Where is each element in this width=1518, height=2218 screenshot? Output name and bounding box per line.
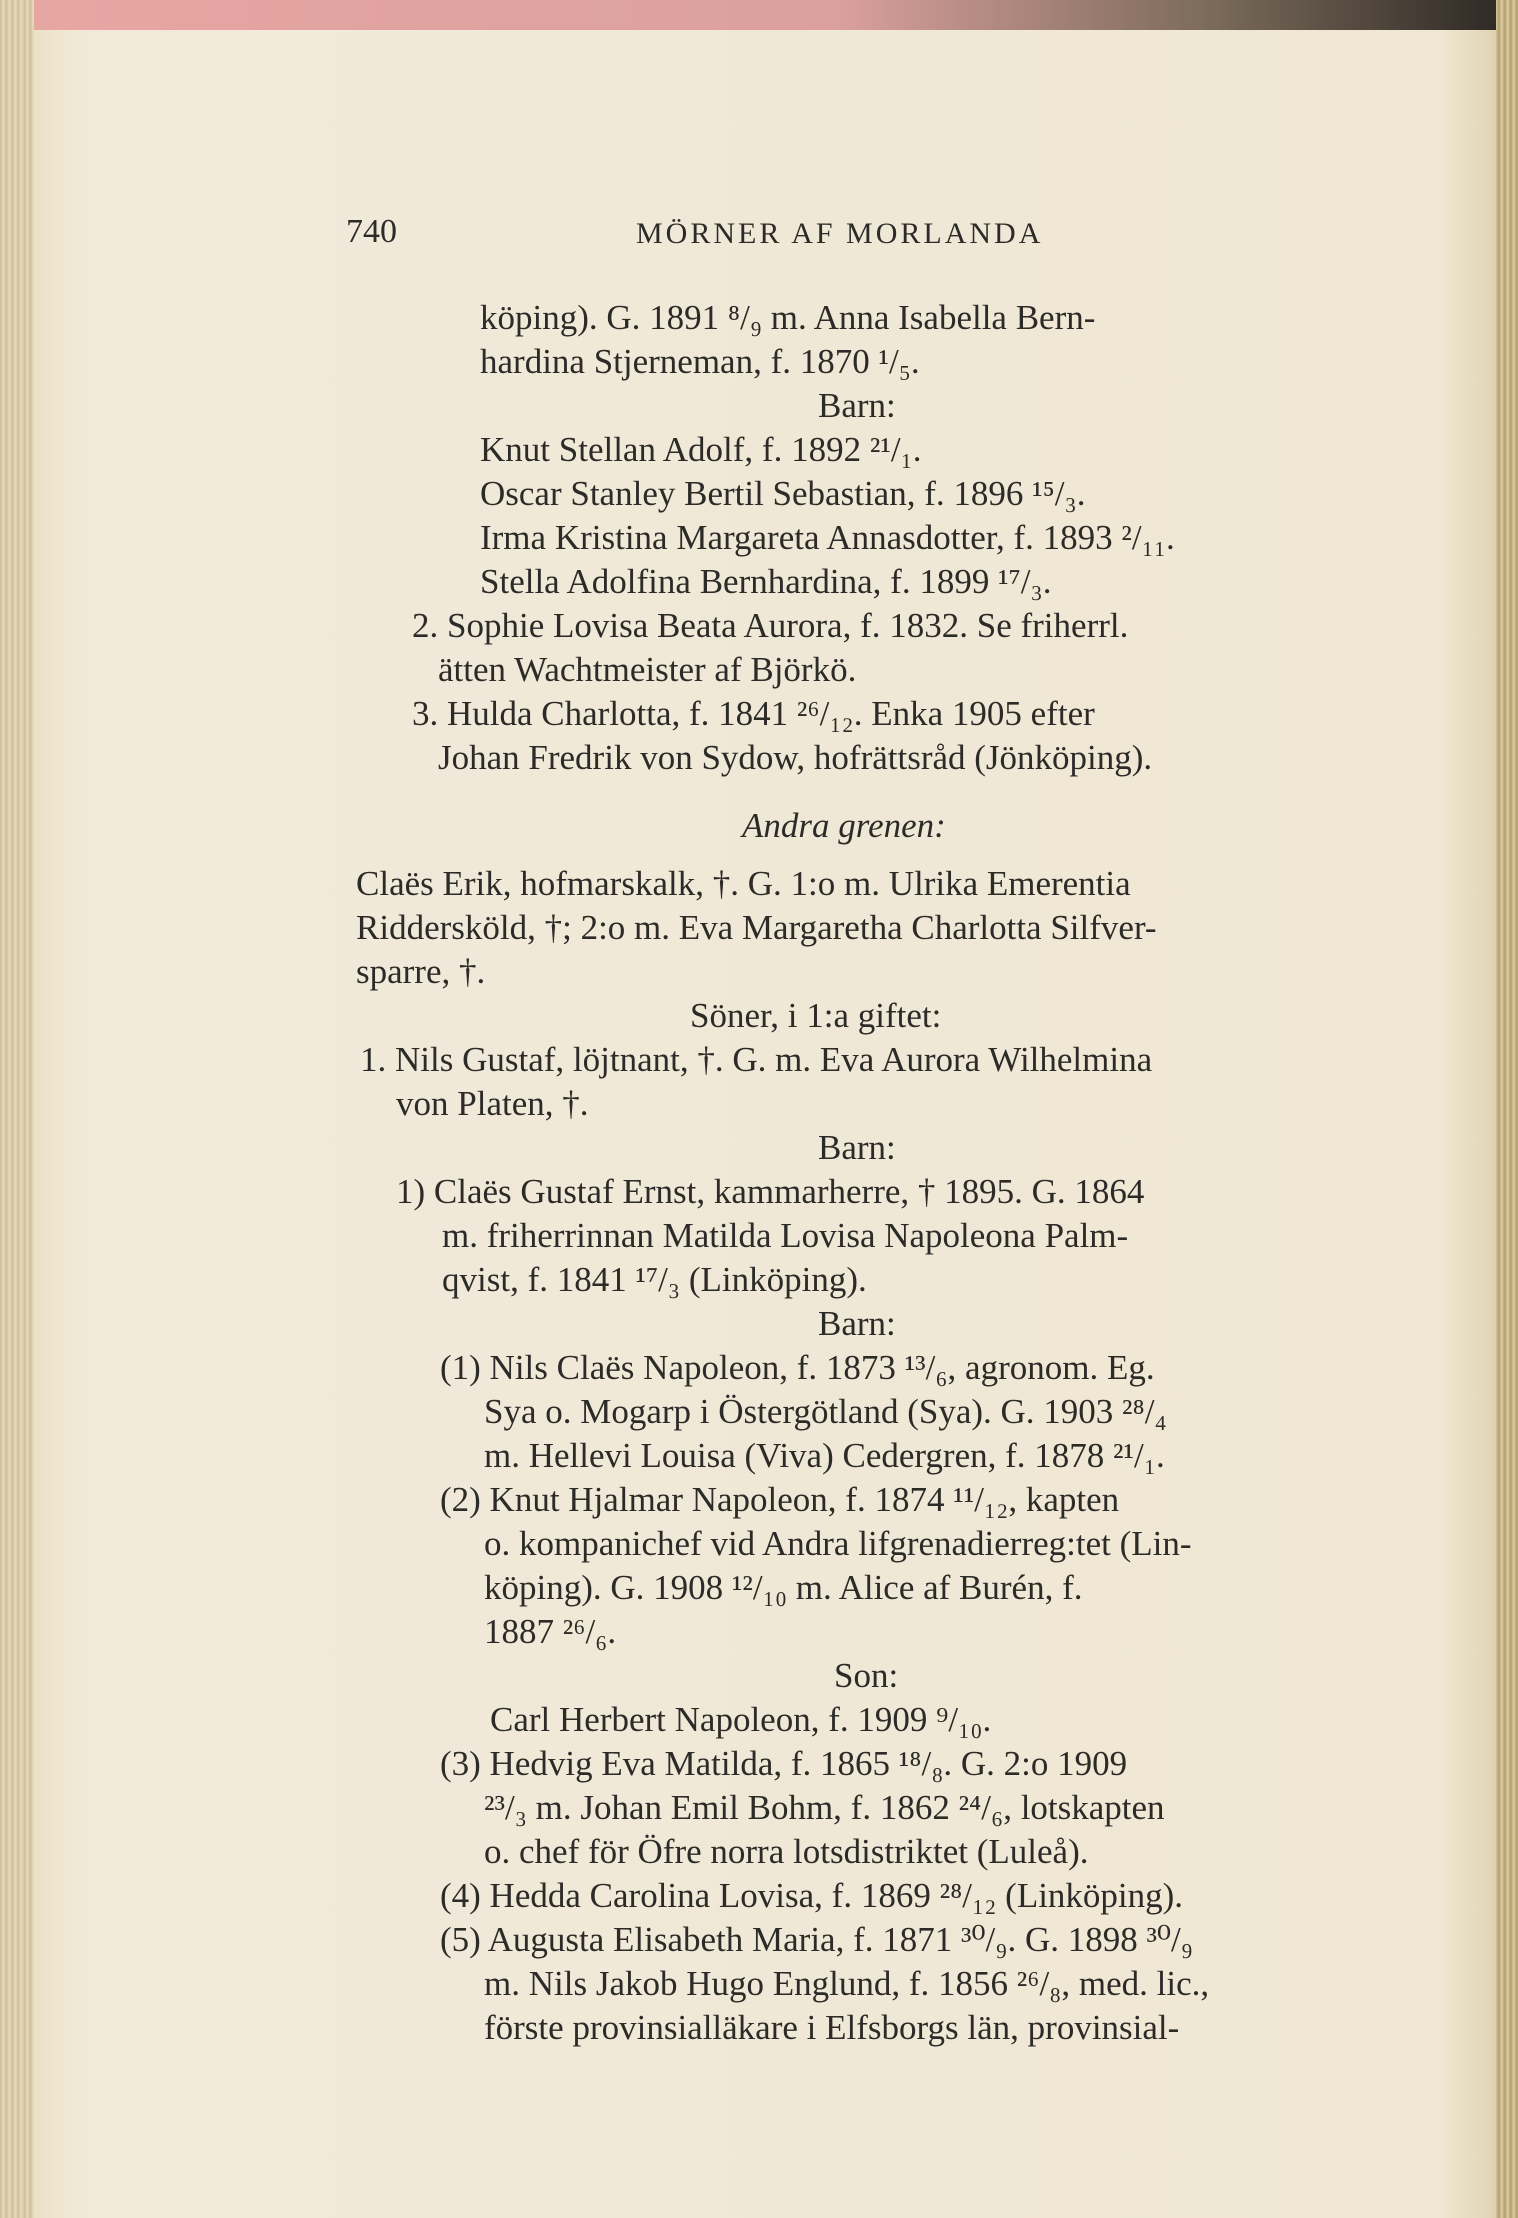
text-line: Söner, i 1:a giftet: <box>690 996 942 1035</box>
text-line: (2) Knut Hjalmar Napoleon, f. 1874 ¹¹/₁₂, kapten <box>440 1480 1120 1519</box>
text-line: Carl Herbert Napoleon, f. 1909 ⁹/₁₀. <box>490 1700 992 1739</box>
text-line: köping). G. 1891 ⁸/₉ m. Anna Isabella Bern- <box>480 298 1096 337</box>
text-line: Riddersköld, †; 2:o m. Eva Margaretha Charlotta Silfver- <box>356 908 1157 947</box>
text-line: Barn: <box>818 1304 896 1343</box>
text-line: 1) Claës Gustaf Ernst, kammarherre, † 1895. G. 1864 <box>396 1172 1145 1211</box>
text-line: von Platen, †. <box>396 1084 589 1123</box>
text-line: ätten Wachtmeister af Björkö. <box>438 650 857 689</box>
running-title: MÖRNER AF MORLANDA <box>636 217 1044 250</box>
text-line: m. friherrinnan Matilda Lovisa Napoleona Palm- <box>442 1216 1129 1255</box>
text-line: köping). G. 1908 ¹²/₁₀ m. Alice af Burén, f. <box>484 1568 1083 1607</box>
text-line: (3) Hedvig Eva Matilda, f. 1865 ¹⁸/₈. G. 2:o 1909 <box>440 1744 1128 1783</box>
text-line: sparre, †. <box>356 952 486 991</box>
text-line: Barn: <box>818 386 896 425</box>
text-line: förste provinsialläkare i Elfsborgs län, provinsial- <box>484 2008 1180 2047</box>
text-line: Claës Erik, hofmarskalk, †. G. 1:o m. Ulrika Emerentia <box>356 864 1131 903</box>
text-line: (1) Nils Claës Napoleon, f. 1873 ¹³/₆, agronom. Eg. <box>440 1348 1155 1387</box>
page-number: 740 <box>346 213 397 250</box>
text-line: o. kompanichef vid Andra lifgrenadierreg:tet (Lin- <box>484 1524 1192 1563</box>
text-line: (4) Hedda Carolina Lovisa, f. 1869 ²⁸/₁₂ (Linköping). <box>440 1876 1184 1915</box>
text-line: Son: <box>834 1656 899 1695</box>
text-line: hardina Stjerneman, f. 1870 ¹/₅. <box>480 342 920 381</box>
text-line: Knut Stellan Adolf, f. 1892 ²¹/₁. <box>480 430 922 469</box>
text-line: ²³/₃ m. Johan Emil Bohm, f. 1862 ²⁴/₆, lotskapten <box>484 1788 1165 1827</box>
text-line: o. chef för Öfre norra lotsdistriktet (Luleå). <box>484 1832 1089 1871</box>
text-line: 2. Sophie Lovisa Beata Aurora, f. 1832. Se friherrl. <box>412 606 1129 645</box>
text-line: 1. Nils Gustaf, löjtnant, †. G. m. Eva Aurora Wilhelmina <box>360 1040 1153 1079</box>
text-line: Stella Adolfina Bernhardina, f. 1899 ¹⁷/₃. <box>480 562 1052 601</box>
text-line: Johan Fredrik von Sydow, hofrättsråd (Jönköping). <box>438 738 1153 777</box>
text-line: 1887 ²⁶/₆. <box>484 1612 617 1651</box>
text-line: m. Nils Jakob Hugo Englund, f. 1856 ²⁶/₈, med. lic., <box>484 1964 1210 2003</box>
text-line: Oscar Stanley Bertil Sebastian, f. 1896 ¹⁵/₃. <box>480 474 1086 513</box>
text-line: Irma Kristina Margareta Annasdotter, f. 1893 ²/₁₁. <box>480 518 1175 557</box>
text-line: Barn: <box>818 1128 896 1167</box>
text-line: (5) Augusta Elisabeth Maria, f. 1871 ³⁰/₉. G. 1898 ³⁰/₉ <box>440 1920 1193 1959</box>
text-line: m. Hellevi Louisa (Viva) Cedergren, f. 1878 ²¹/₁. <box>484 1436 1165 1475</box>
text-line: 3. Hulda Charlotta, f. 1841 ²⁶/₁₂. Enka 1905 efter <box>412 694 1095 733</box>
text-line: qvist, f. 1841 ¹⁷/₃ (Linköping). <box>442 1260 867 1299</box>
text-line: Sya o. Mogarp i Östergötland (Sya). G. 1903 ²⁸/₄ <box>484 1392 1167 1431</box>
section-heading: Andra grenen: <box>742 806 946 845</box>
